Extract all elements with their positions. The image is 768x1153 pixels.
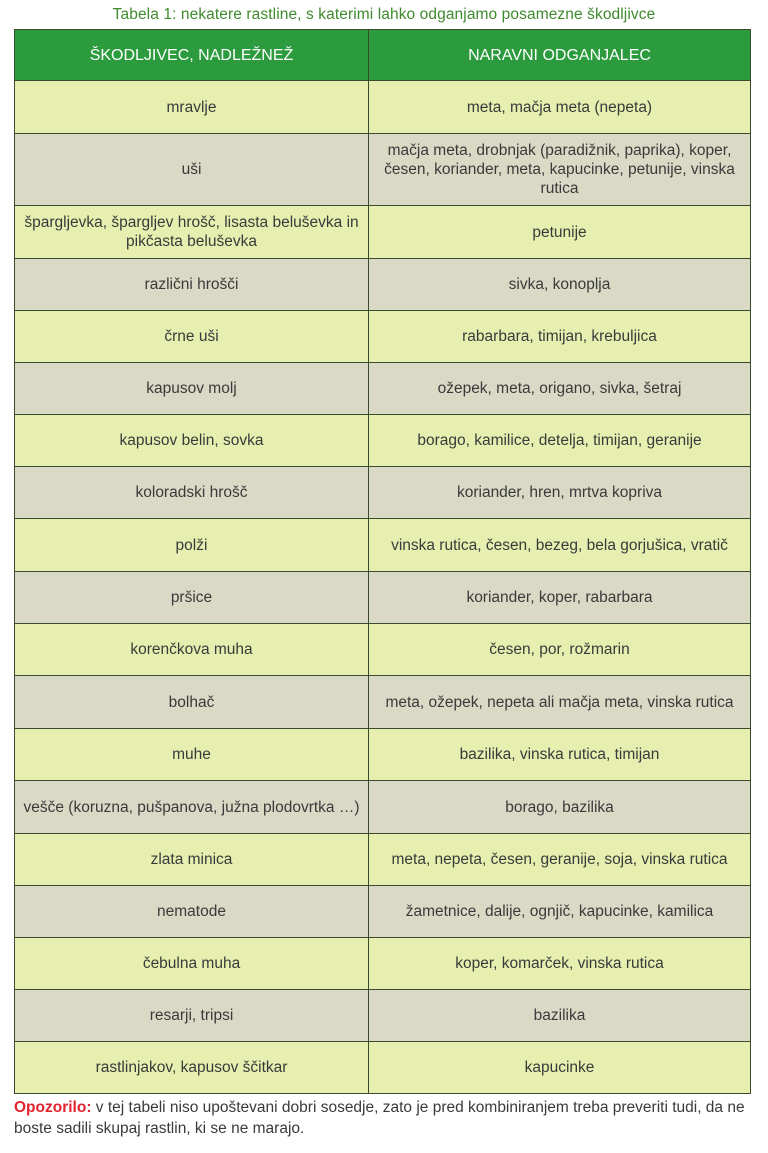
table-row	[15, 729, 751, 781]
pest-cell: korenčkova muha	[15, 624, 369, 676]
repellent-cell: borago, bazilika	[369, 781, 751, 834]
pest-cell: mravlje	[15, 81, 369, 134]
pest-cell: vešče (koruzna, pušpanova, južna plodovrtka …)	[15, 781, 369, 834]
table-row	[15, 572, 751, 624]
pest-repellent-table	[14, 29, 751, 1094]
pest-cell: polži	[15, 519, 369, 572]
pest-cell: pršice	[15, 572, 369, 624]
pest-cell: bolhač	[15, 676, 369, 729]
repellent-cell: meta, mačja meta (nepeta)	[369, 81, 751, 134]
table-body	[15, 81, 751, 1094]
table-caption: Tabela 1: nekatere rastline, s katerimi lahko odganjamo posamezne škodljivce	[112, 6, 656, 23]
table-row	[15, 311, 751, 363]
pest-cell: različni hrošči	[15, 259, 369, 311]
pest-cell: uši	[15, 134, 369, 206]
pest-cell: muhe	[15, 729, 369, 781]
table-row	[15, 1042, 751, 1094]
repellent-cell: vinska rutica, česen, bezeg, bela gorjušica, vratič	[369, 519, 751, 572]
warning-text: v tej tabeli niso upoštevani dobri sosedje, zato je pred kombiniranjem treba preveriti tudi, da ne boste sadili skupaj rastlin, ki se ne marajo.	[14, 1099, 745, 1137]
repellent-cell: česen, por, rožmarin	[369, 624, 751, 676]
pest-cell: zlata minica	[15, 834, 369, 886]
repellent-cell: koriander, hren, mrtva kopriva	[369, 467, 751, 519]
table-row	[15, 938, 751, 990]
table-row	[15, 519, 751, 572]
pest-cell: špargljevka, špargljev hrošč, lisasta beluševka in pikčasta beluševka	[15, 206, 369, 259]
pest-cell: čebulna muha	[15, 938, 369, 990]
pest-cell: resarji, tripsi	[15, 990, 369, 1042]
pest-cell: črne uši	[15, 311, 369, 363]
table-row	[15, 990, 751, 1042]
repellent-cell: meta, nepeta, česen, geranije, soja, vinska rutica	[369, 834, 751, 886]
repellent-cell: sivka, konoplja	[369, 259, 751, 311]
table-row	[15, 624, 751, 676]
table-row	[15, 886, 751, 938]
repellent-cell: koper, komarček, vinska rutica	[369, 938, 751, 990]
repellent-cell: rabarbara, timijan, krebuljica	[369, 311, 751, 363]
repellent-cell: žametnice, dalije, ognjič, kapucinke, kamilica	[369, 886, 751, 938]
warning-label: Opozorilo:	[14, 1099, 92, 1116]
header-repellent: NARAVNI ODGANJALEC	[369, 30, 751, 81]
repellent-cell: bazilika	[369, 990, 751, 1042]
table-row	[15, 415, 751, 467]
table-row	[15, 134, 751, 206]
table-row	[15, 834, 751, 886]
header-pest: ŠKODLJIVEC, NADLEŽNEŽ	[15, 30, 369, 81]
repellent-cell: mačja meta, drobnjak (paradižnik, paprika), koper, česen, koriander, meta, kapucinke, petunije, vinska rutica	[369, 134, 751, 206]
pest-cell: kapusov belin, sovka	[15, 415, 369, 467]
repellent-cell: koriander, koper, rabarbara	[369, 572, 751, 624]
table-row	[15, 81, 751, 134]
table-row	[15, 467, 751, 519]
repellent-cell: kapucinke	[369, 1042, 751, 1094]
warning-note	[14, 1097, 754, 1139]
table-row	[15, 363, 751, 415]
table-header-row	[15, 30, 751, 81]
table-row	[15, 676, 751, 729]
repellent-cell: petunije	[369, 206, 751, 259]
pest-cell: koloradski hrošč	[15, 467, 369, 519]
repellent-cell: borago, kamilice, detelja, timijan, geranije	[369, 415, 751, 467]
pest-cell: nematode	[15, 886, 369, 938]
pest-cell: kapusov molj	[15, 363, 369, 415]
table-row	[15, 781, 751, 834]
table-row	[15, 206, 751, 259]
pest-cell: rastlinjakov, kapusov ščitkar	[15, 1042, 369, 1094]
table-row	[15, 259, 751, 311]
repellent-cell: bazilika, vinska rutica, timijan	[369, 729, 751, 781]
repellent-cell: meta, ožepek, nepeta ali mačja meta, vinska rutica	[369, 676, 751, 729]
repellent-cell: ožepek, meta, origano, sivka, šetraj	[369, 363, 751, 415]
